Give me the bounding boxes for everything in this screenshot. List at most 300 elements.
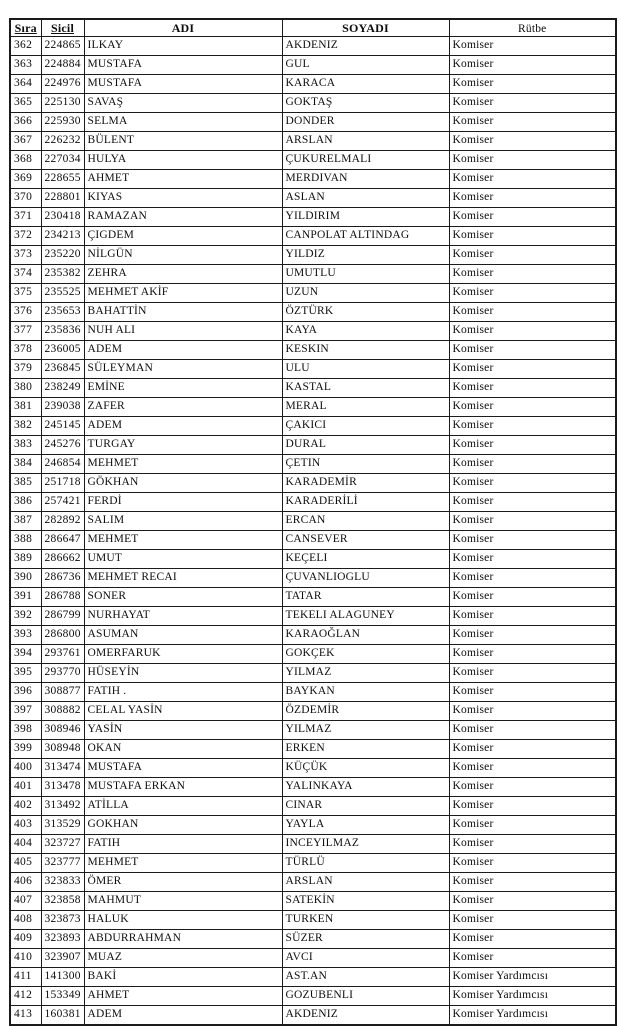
cell-sicil: 313478 — [41, 778, 84, 797]
cell-sira: 384 — [10, 455, 41, 474]
cell-sira: 393 — [10, 626, 41, 645]
table-row — [10, 132, 616, 151]
cell-soyadi: ARSLAN — [282, 873, 449, 892]
cell-adi: ADEM — [84, 1006, 282, 1026]
cell-sicil: 238249 — [41, 379, 84, 398]
cell-sira: 406 — [10, 873, 41, 892]
cell-soyadi: CANSEVER — [282, 531, 449, 550]
cell-soyadi: TÜRLÜ — [282, 854, 449, 873]
table-row — [10, 379, 616, 398]
cell-sicil: 323893 — [41, 930, 84, 949]
cell-sira: 365 — [10, 94, 41, 113]
cell-rutbe: Komiser — [449, 360, 616, 379]
cell-sira: 385 — [10, 474, 41, 493]
table-row — [10, 740, 616, 759]
cell-rutbe: Komiser — [449, 835, 616, 854]
table-row — [10, 721, 616, 740]
cell-soyadi: ARSLAN — [282, 132, 449, 151]
table-row — [10, 664, 616, 683]
cell-rutbe: Komiser — [449, 303, 616, 322]
cell-sicil: 235220 — [41, 246, 84, 265]
cell-soyadi: ERCAN — [282, 512, 449, 531]
cell-sira: 409 — [10, 930, 41, 949]
cell-sicil: 228655 — [41, 170, 84, 189]
cell-rutbe: Komiser — [449, 873, 616, 892]
cell-sira: 369 — [10, 170, 41, 189]
table-row — [10, 208, 616, 227]
cell-soyadi: ÇETIN — [282, 455, 449, 474]
cell-soyadi: YILMAZ — [282, 664, 449, 683]
cell-soyadi: KARADEMİR — [282, 474, 449, 493]
table-header — [10, 19, 616, 37]
cell-soyadi: KASTAL — [282, 379, 449, 398]
table-row — [10, 227, 616, 246]
cell-adi: ÖMER — [84, 873, 282, 892]
cell-sicil: 228801 — [41, 189, 84, 208]
cell-sira: 383 — [10, 436, 41, 455]
table-row — [10, 113, 616, 132]
cell-sira: 382 — [10, 417, 41, 436]
table-row — [10, 512, 616, 531]
cell-sicil: 235525 — [41, 284, 84, 303]
cell-sira: 374 — [10, 265, 41, 284]
table-row — [10, 170, 616, 189]
cell-sicil: 323858 — [41, 892, 84, 911]
cell-soyadi: SÜZER — [282, 930, 449, 949]
table-row — [10, 94, 616, 113]
table-row — [10, 246, 616, 265]
cell-sicil: 245145 — [41, 417, 84, 436]
cell-rutbe: Komiser — [449, 56, 616, 75]
cell-rutbe: Komiser — [449, 664, 616, 683]
cell-adi: AHMET — [84, 987, 282, 1006]
cell-soyadi: TEKELI ALAGUNEY — [282, 607, 449, 626]
cell-sira: 410 — [10, 949, 41, 968]
cell-rutbe: Komiser — [449, 892, 616, 911]
cell-soyadi: DURAL — [282, 436, 449, 455]
cell-soyadi: GUL — [282, 56, 449, 75]
cell-rutbe: Komiser — [449, 816, 616, 835]
table-row — [10, 626, 616, 645]
table-row — [10, 493, 616, 512]
cell-adi: MUSTAFA — [84, 75, 282, 94]
cell-sira: 381 — [10, 398, 41, 417]
cell-rutbe: Komiser — [449, 569, 616, 588]
cell-rutbe: Komiser — [449, 341, 616, 360]
cell-rutbe: Komiser — [449, 949, 616, 968]
cell-sira: 372 — [10, 227, 41, 246]
cell-soyadi: GOZUBENLI — [282, 987, 449, 1006]
table-row — [10, 759, 616, 778]
cell-adi: MEHMET AKİF — [84, 284, 282, 303]
cell-sira: 395 — [10, 664, 41, 683]
cell-rutbe: Komiser Yardımcısı — [449, 1006, 616, 1026]
cell-soyadi: KARADERİLİ — [282, 493, 449, 512]
table-row — [10, 930, 616, 949]
cell-adi: BÜLENT — [84, 132, 282, 151]
cell-adi: NİLGÜN — [84, 246, 282, 265]
table-row — [10, 37, 616, 56]
cell-adi: HULYA — [84, 151, 282, 170]
cell-soyadi: AKDENIZ — [282, 37, 449, 56]
table-row — [10, 968, 616, 987]
cell-sicil: 286662 — [41, 550, 84, 569]
cell-sira: 375 — [10, 284, 41, 303]
cell-soyadi: CINAR — [282, 797, 449, 816]
table-row — [10, 873, 616, 892]
table-row — [10, 797, 616, 816]
cell-adi: AHMET — [84, 170, 282, 189]
table-row — [10, 949, 616, 968]
cell-sicil: 293770 — [41, 664, 84, 683]
cell-sicil: 246854 — [41, 455, 84, 474]
cell-adi: UMUT — [84, 550, 282, 569]
cell-sicil: 286647 — [41, 531, 84, 550]
cell-adi: EMİNE — [84, 379, 282, 398]
cell-rutbe: Komiser — [449, 911, 616, 930]
cell-adi: FATIH — [84, 835, 282, 854]
cell-adi: GOKHAN — [84, 816, 282, 835]
cell-rutbe: Komiser — [449, 398, 616, 417]
cell-rutbe: Komiser — [449, 474, 616, 493]
cell-rutbe: Komiser — [449, 721, 616, 740]
cell-sira: 390 — [10, 569, 41, 588]
cell-soyadi: ÇUKURELMALI — [282, 151, 449, 170]
table-row — [10, 265, 616, 284]
cell-rutbe: Komiser — [449, 417, 616, 436]
cell-sicil: 313474 — [41, 759, 84, 778]
cell-adi: FERDİ — [84, 493, 282, 512]
cell-rutbe: Komiser — [449, 37, 616, 56]
cell-soyadi: MERDIVAN — [282, 170, 449, 189]
cell-rutbe: Komiser — [449, 797, 616, 816]
cell-sira: 397 — [10, 702, 41, 721]
cell-sicil: 235382 — [41, 265, 84, 284]
cell-sira: 387 — [10, 512, 41, 531]
cell-sira: 412 — [10, 987, 41, 1006]
cell-adi: ZAFER — [84, 398, 282, 417]
cell-sira: 411 — [10, 968, 41, 987]
cell-adi: MEHMET RECAI — [84, 569, 282, 588]
table-row — [10, 607, 616, 626]
cell-adi: ZEHRA — [84, 265, 282, 284]
cell-soyadi: SATEKİN — [282, 892, 449, 911]
table-body — [10, 37, 616, 1026]
cell-sicil: 227034 — [41, 151, 84, 170]
cell-sira: 389 — [10, 550, 41, 569]
cell-adi: HALUK — [84, 911, 282, 930]
cell-adi: ILKAY — [84, 37, 282, 56]
cell-rutbe: Komiser — [449, 113, 616, 132]
cell-soyadi: YILDIRIM — [282, 208, 449, 227]
cell-sicil: 236845 — [41, 360, 84, 379]
cell-adi: ABDURRAHMAN — [84, 930, 282, 949]
cell-rutbe: Komiser — [449, 246, 616, 265]
cell-sicil: 282892 — [41, 512, 84, 531]
table-row — [10, 987, 616, 1006]
cell-rutbe: Komiser — [449, 455, 616, 474]
cell-sira: 370 — [10, 189, 41, 208]
cell-adi: SONER — [84, 588, 282, 607]
cell-soyadi: AKDENIZ — [282, 1006, 449, 1026]
cell-sira: 400 — [10, 759, 41, 778]
cell-sicil: 235653 — [41, 303, 84, 322]
cell-adi: BAKİ — [84, 968, 282, 987]
cell-sira: 391 — [10, 588, 41, 607]
cell-sira: 407 — [10, 892, 41, 911]
cell-sicil: 308882 — [41, 702, 84, 721]
cell-sira: 388 — [10, 531, 41, 550]
cell-sicil: 236005 — [41, 341, 84, 360]
cell-rutbe: Komiser — [449, 493, 616, 512]
cell-rutbe: Komiser — [449, 930, 616, 949]
cell-sicil: 323833 — [41, 873, 84, 892]
table-row — [10, 816, 616, 835]
cell-sira: 368 — [10, 151, 41, 170]
cell-adi: ADEM — [84, 341, 282, 360]
cell-rutbe: Komiser — [449, 683, 616, 702]
table-row — [10, 645, 616, 664]
cell-sicil: 239038 — [41, 398, 84, 417]
cell-sira: 373 — [10, 246, 41, 265]
cell-sicil: 226232 — [41, 132, 84, 151]
cell-sira: 363 — [10, 56, 41, 75]
header-row — [10, 19, 616, 37]
table-row — [10, 151, 616, 170]
cell-sira: 378 — [10, 341, 41, 360]
cell-sira: 405 — [10, 854, 41, 873]
cell-soyadi: ASLAN — [282, 189, 449, 208]
cell-sicil: 286800 — [41, 626, 84, 645]
cell-rutbe: Komiser — [449, 626, 616, 645]
cell-rutbe: Komiser — [449, 284, 616, 303]
cell-adi: KIYAS — [84, 189, 282, 208]
cell-adi: SAVAŞ — [84, 94, 282, 113]
cell-sicil: 313529 — [41, 816, 84, 835]
cell-adi: MEHMET — [84, 854, 282, 873]
cell-sira: 401 — [10, 778, 41, 797]
table-row — [10, 569, 616, 588]
cell-rutbe: Komiser Yardımcısı — [449, 968, 616, 987]
cell-rutbe: Komiser — [449, 854, 616, 873]
cell-sira: 371 — [10, 208, 41, 227]
cell-soyadi: YALINKAYA — [282, 778, 449, 797]
cell-soyadi: AST.AN — [282, 968, 449, 987]
header-adi: ADI — [84, 19, 282, 37]
cell-soyadi: MERAL — [282, 398, 449, 417]
cell-sicil: 141300 — [41, 968, 84, 987]
cell-sicil: 153349 — [41, 987, 84, 1006]
cell-sicil: 230418 — [41, 208, 84, 227]
header-rutbe: Rütbe — [449, 19, 616, 37]
table-row — [10, 474, 616, 493]
cell-adi: MAHMUT — [84, 892, 282, 911]
table-row — [10, 417, 616, 436]
cell-rutbe: Komiser — [449, 436, 616, 455]
cell-sira: 398 — [10, 721, 41, 740]
table-row — [10, 911, 616, 930]
cell-rutbe: Komiser Yardımcısı — [449, 987, 616, 1006]
cell-adi: BAHATTİN — [84, 303, 282, 322]
cell-soyadi: AVCI — [282, 949, 449, 968]
cell-adi: CELAL YASİN — [84, 702, 282, 721]
cell-rutbe: Komiser — [449, 740, 616, 759]
cell-adi: YASİN — [84, 721, 282, 740]
cell-sicil: 313492 — [41, 797, 84, 816]
cell-sicil: 251718 — [41, 474, 84, 493]
cell-sicil: 293761 — [41, 645, 84, 664]
table-row — [10, 56, 616, 75]
cell-sira: 386 — [10, 493, 41, 512]
table-row — [10, 322, 616, 341]
cell-rutbe: Komiser — [449, 322, 616, 341]
cell-sira: 376 — [10, 303, 41, 322]
cell-adi: TURGAY — [84, 436, 282, 455]
cell-soyadi: GOKTAŞ — [282, 94, 449, 113]
cell-adi: GÖKHAN — [84, 474, 282, 493]
cell-adi: ÇIGDEM — [84, 227, 282, 246]
cell-sira: 413 — [10, 1006, 41, 1026]
cell-sicil: 308946 — [41, 721, 84, 740]
cell-sira: 367 — [10, 132, 41, 151]
cell-sira: 403 — [10, 816, 41, 835]
cell-sicil: 257421 — [41, 493, 84, 512]
cell-sicil: 160381 — [41, 1006, 84, 1026]
cell-adi: FATIH . — [84, 683, 282, 702]
cell-adi: ASUMAN — [84, 626, 282, 645]
cell-soyadi: TURKEN — [282, 911, 449, 930]
table-row — [10, 303, 616, 322]
cell-soyadi: ÖZDEMİR — [282, 702, 449, 721]
cell-soyadi: CANPOLAT ALTINDAG — [282, 227, 449, 246]
table-row — [10, 341, 616, 360]
table-row — [10, 436, 616, 455]
cell-adi: MUSTAFA — [84, 56, 282, 75]
cell-sira: 364 — [10, 75, 41, 94]
cell-sira: 377 — [10, 322, 41, 341]
cell-adi: ADEM — [84, 417, 282, 436]
cell-sicil: 323907 — [41, 949, 84, 968]
cell-rutbe: Komiser — [449, 189, 616, 208]
cell-sicil: 286799 — [41, 607, 84, 626]
cell-sicil: 323777 — [41, 854, 84, 873]
cell-adi: MUAZ — [84, 949, 282, 968]
cell-rutbe: Komiser — [449, 132, 616, 151]
table-row — [10, 683, 616, 702]
header-sicil: Sicil — [41, 19, 84, 37]
cell-adi: MEHMET — [84, 455, 282, 474]
cell-sicil: 245276 — [41, 436, 84, 455]
cell-adi: SALIM — [84, 512, 282, 531]
cell-adi: ATİLLA — [84, 797, 282, 816]
header-soyadi: SOYADI — [282, 19, 449, 37]
cell-sira: 379 — [10, 360, 41, 379]
cell-adi: MEHMET — [84, 531, 282, 550]
cell-sicil: 323727 — [41, 835, 84, 854]
cell-sicil: 225930 — [41, 113, 84, 132]
cell-soyadi: YAYLA — [282, 816, 449, 835]
cell-adi: RAMAZAN — [84, 208, 282, 227]
cell-soyadi: ÇAKICI — [282, 417, 449, 436]
cell-rutbe: Komiser — [449, 588, 616, 607]
cell-sicil: 225130 — [41, 94, 84, 113]
cell-adi: MUSTAFA ERKAN — [84, 778, 282, 797]
cell-soyadi: KARAOĞLAN — [282, 626, 449, 645]
table-row — [10, 835, 616, 854]
cell-soyadi: BAYKAN — [282, 683, 449, 702]
cell-sira: 408 — [10, 911, 41, 930]
cell-soyadi: KEÇELI — [282, 550, 449, 569]
cell-rutbe: Komiser — [449, 645, 616, 664]
cell-soyadi: TATAR — [282, 588, 449, 607]
cell-sicil: 235836 — [41, 322, 84, 341]
cell-sicil: 224976 — [41, 75, 84, 94]
cell-adi: OKAN — [84, 740, 282, 759]
table-row — [10, 398, 616, 417]
table-row — [10, 360, 616, 379]
cell-sira: 402 — [10, 797, 41, 816]
cell-sicil: 224884 — [41, 56, 84, 75]
cell-sicil: 224865 — [41, 37, 84, 56]
cell-soyadi: ÖZTÜRK — [282, 303, 449, 322]
cell-adi: NUH ALI — [84, 322, 282, 341]
cell-rutbe: Komiser — [449, 607, 616, 626]
table-row — [10, 455, 616, 474]
cell-soyadi: ULU — [282, 360, 449, 379]
cell-rutbe: Komiser — [449, 170, 616, 189]
cell-soyadi: KESKIN — [282, 341, 449, 360]
cell-sira: 394 — [10, 645, 41, 664]
cell-sira: 380 — [10, 379, 41, 398]
table-row — [10, 1006, 616, 1026]
cell-rutbe: Komiser — [449, 702, 616, 721]
cell-sicil: 286788 — [41, 588, 84, 607]
cell-sicil: 234213 — [41, 227, 84, 246]
cell-sicil: 308948 — [41, 740, 84, 759]
table-row — [10, 189, 616, 208]
cell-soyadi: UMUTLU — [282, 265, 449, 284]
cell-rutbe: Komiser — [449, 151, 616, 170]
cell-sira: 404 — [10, 835, 41, 854]
cell-adi: MUSTAFA — [84, 759, 282, 778]
cell-sicil: 286736 — [41, 569, 84, 588]
cell-soyadi: DONDER — [282, 113, 449, 132]
header-sira: Sıra — [10, 19, 41, 37]
cell-rutbe: Komiser — [449, 265, 616, 284]
cell-soyadi: YILMAZ — [282, 721, 449, 740]
cell-rutbe: Komiser — [449, 94, 616, 113]
cell-sira: 362 — [10, 37, 41, 56]
cell-rutbe: Komiser — [449, 778, 616, 797]
table-row — [10, 75, 616, 94]
table-row — [10, 854, 616, 873]
cell-rutbe: Komiser — [449, 531, 616, 550]
cell-rutbe: Komiser — [449, 75, 616, 94]
cell-soyadi: KAYA — [282, 322, 449, 341]
table-row — [10, 531, 616, 550]
cell-adi: HÜSEYİN — [84, 664, 282, 683]
cell-sira: 392 — [10, 607, 41, 626]
cell-sira: 396 — [10, 683, 41, 702]
table-row — [10, 702, 616, 721]
cell-adi: NURHAYAT — [84, 607, 282, 626]
cell-rutbe: Komiser — [449, 227, 616, 246]
table-row — [10, 284, 616, 303]
cell-soyadi: ÇUVANLIOGLU — [282, 569, 449, 588]
cell-sicil: 323873 — [41, 911, 84, 930]
cell-soyadi: INCEYILMAZ — [282, 835, 449, 854]
cell-sira: 399 — [10, 740, 41, 759]
